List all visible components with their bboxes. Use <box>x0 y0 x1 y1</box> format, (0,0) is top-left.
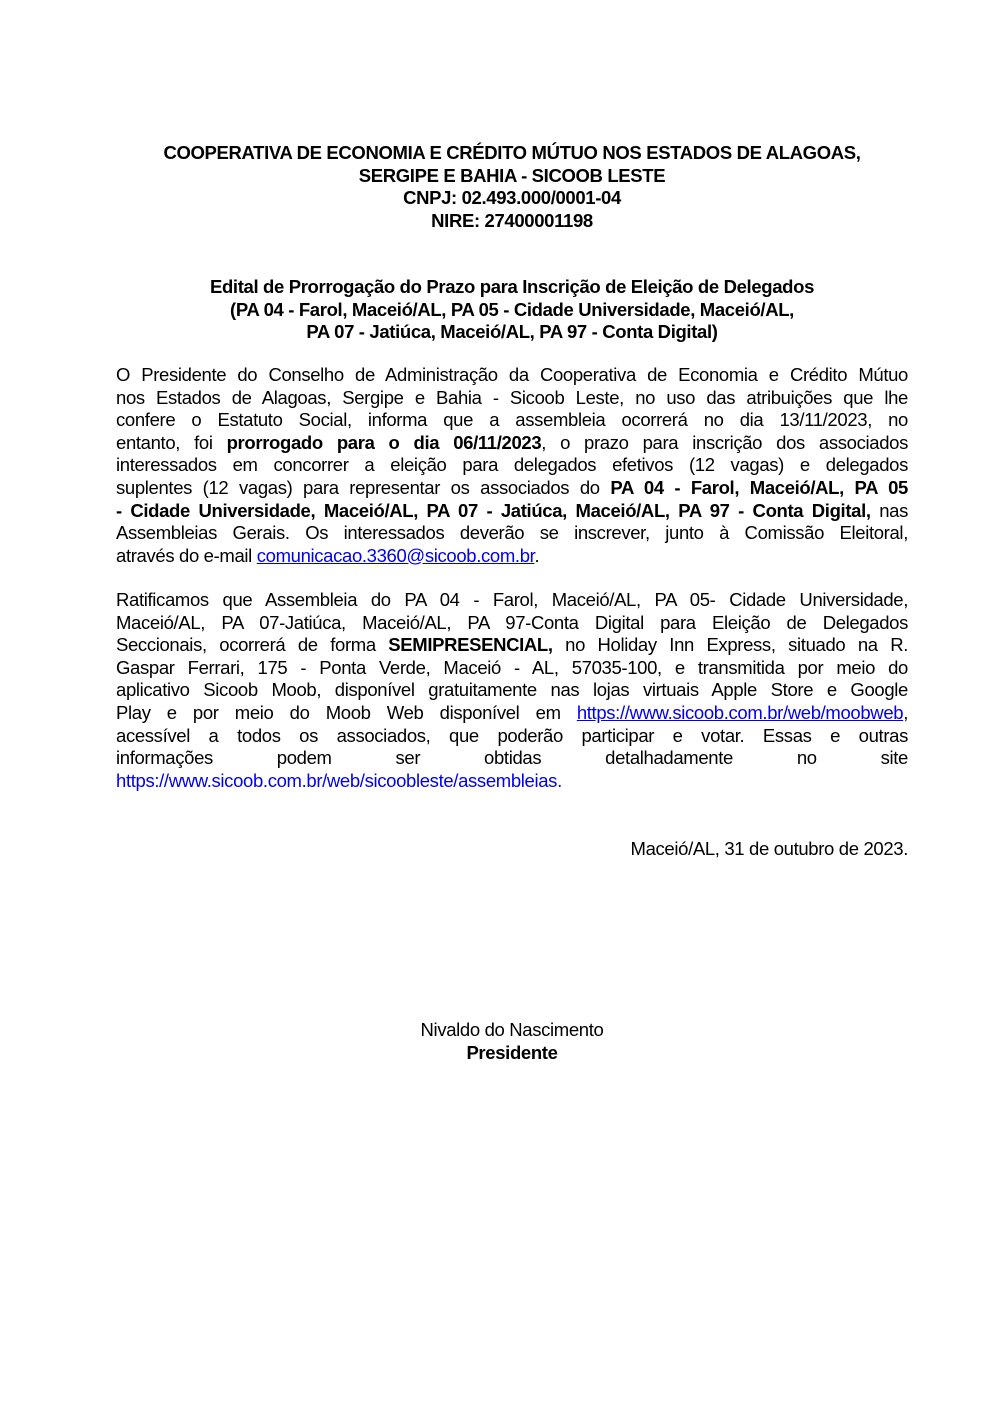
paragraph-line <box>116 589 908 612</box>
paragraph-line <box>116 500 908 523</box>
text: aplicativo Sicoob Moob, disponível gratuitamente nas lojas virtuais Apple Store e Google <box>116 679 908 701</box>
paragraph-line <box>116 725 908 748</box>
text: suplentes (12 vagas) para representar os associados do <box>116 476 611 498</box>
bold-text: - Cidade Universidade, Maceió/AL, PA 07 - Jatiúca, Maceió/AL, PA 97 - Conta Digital, <box>116 499 871 521</box>
header-line: SERGIPE E BAHIA - SICOOB LESTE <box>358 164 666 186</box>
text: entanto, foi <box>116 431 227 453</box>
text: informações podem ser obtidas detalhadamente no site <box>116 747 908 769</box>
signature-block <box>312 1019 712 1064</box>
paragraph-line <box>116 612 908 635</box>
nire: NIRE: 27400001198 <box>431 209 593 231</box>
title-line: Edital de Prorrogação do Prazo para Inscrição de Eleição de Delegados <box>209 276 815 297</box>
cnpj: CNPJ: 02.493.000/0001-04 <box>403 187 621 209</box>
paragraph-line <box>116 747 908 770</box>
paragraph-line <box>116 522 908 545</box>
text: através do e-mail <box>116 544 257 566</box>
text: Assembleias Gerais. Os interessados deverão se inscrever, junto à Comissão Eleitoral, <box>116 522 908 544</box>
paragraph-line <box>116 387 908 410</box>
title-line: (PA 04 - Farol, Maceió/AL, PA 05 - Cidade Universidade, Maceió/AL, <box>230 298 794 320</box>
text: , o prazo para inscrição dos associados <box>541 431 908 453</box>
paragraph-announcement <box>116 364 908 567</box>
paragraph-line <box>116 770 908 793</box>
date-place: Maceió/AL, 31 de outubro de 2023. <box>630 838 908 859</box>
text: Maceió/AL, PA 07-Jatiúca, Maceió/AL, PA 97-Conta Digital para Eleição de Delegados <box>116 611 908 633</box>
paragraph-line <box>116 634 908 657</box>
text: nas <box>870 499 908 521</box>
text: . <box>534 544 540 566</box>
text: Ratificamos que Assembleia do PA 04 - Farol, Maceió/AL, PA 05- Cidade Universidade, <box>116 589 908 610</box>
text: acessível a todos os associados, que poderão participar e votar. Essas e outras <box>116 724 908 746</box>
link[interactable]: https://www.sicoob.com.br/web/moobweb <box>576 701 904 723</box>
paragraph-line <box>116 545 908 568</box>
paragraph-ratification <box>116 589 908 792</box>
paragraph-line <box>116 477 908 500</box>
edital-title <box>100 276 924 344</box>
bold-text: SEMIPRESENCIAL, <box>388 634 553 656</box>
cooperative-header <box>100 142 924 232</box>
text: no Holiday Inn Express, situado na R. <box>552 634 909 656</box>
paragraph-line <box>116 432 908 455</box>
title-line: PA 07 - Jatiúca, Maceió/AL, PA 97 - Conta Digital) <box>306 321 718 343</box>
text: O Presidente do Conselho de Administração da Cooperativa de Economia e Crédito Mútuo <box>116 364 908 385</box>
paragraph-line <box>116 702 908 725</box>
bold-text: prorrogado para o dia 06/11/2023 <box>226 431 542 453</box>
paragraph-line <box>116 679 908 702</box>
bold-text: PA 04 - Farol, Maceió/AL, PA 05 <box>610 476 908 498</box>
text: Play e por meio do Moob Web disponível em <box>116 701 577 723</box>
paragraph-line <box>116 364 908 387</box>
header-line: COOPERATIVA DE ECONOMIA E CRÉDITO MÚTUO NOS ESTADOS DE ALAGOAS, <box>163 142 861 163</box>
text: Gaspar Ferrari, 175 - Ponta Verde, Maceió - AL, 57035-100, e transmitida por meio do <box>116 656 908 678</box>
text: confere o Estatuto Social, informa que a assembleia ocorrerá no dia 13/11/2023, no <box>116 409 908 431</box>
signatory-name: Nivaldo do Nascimento <box>420 1019 604 1040</box>
link[interactable]: https://www.sicoob.com.br/web/sicoobleste/assembleias. <box>116 769 562 791</box>
paragraph-line <box>116 657 908 680</box>
text: Seccionais, ocorrerá de forma <box>116 634 389 656</box>
text: interessados em concorrer a eleição para delegados efetivos (12 vagas) e delegados <box>116 454 908 476</box>
signatory-role: Presidente <box>466 1041 558 1063</box>
paragraph-line <box>116 409 908 432</box>
text: , <box>903 701 908 723</box>
paragraph-line <box>116 454 908 477</box>
link[interactable]: comunicacao.3360@sicoob.com.br <box>256 544 535 566</box>
text: nos Estados de Alagoas, Sergipe e Bahia - Sicoob Leste, no uso das atribuições que lhe <box>116 386 908 408</box>
